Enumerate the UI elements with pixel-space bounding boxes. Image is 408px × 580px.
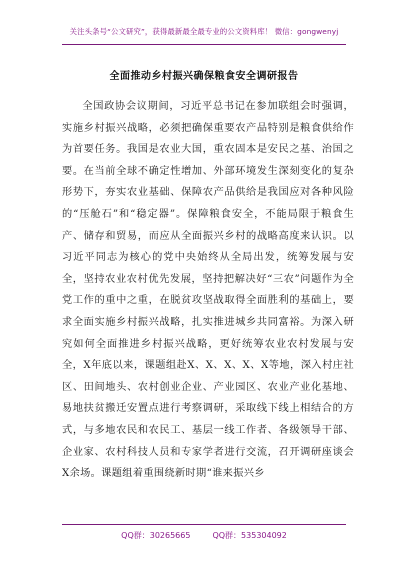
footer-qq-group-2: QQ群：535304092 (212, 531, 287, 540)
document-title: 全面推动乡村振兴确保粮食安全调研报告 (109, 71, 299, 82)
document-body-paragraph: 全国政协会议期间，习近平总书记在参加联组会时强调，实施乡村振兴战略，必须把确保重要农产品特别是粮食供给作为首要任务。我国是农业大国，重农固本是安民之基、治国之要。在当前全球不确定性增加、外部环境发生深刻变化的复杂形势下，夯实农业基础、保障农产品供给是我国应对各种风险的“压舱石”和“稳定器”。保障粮食安全，不能局限于粮食生产、储存和贸易，而应从全面振兴乡村的战略高度来认识。以习近平同志为核心的党中央始终从全局出发，统筹发展与安全，坚持农业农村优先发展，坚持把解决好“三农”问题作为全党工作的重中之重，在脱贫攻坚战取得全面胜利的基础上，要求全面实施乡村振兴战略，扎实推进城乡共同富裕。为深入研究如何全面推进乡村振兴战略，更好统筹农业农村发展与安全，X年底以来，课题组赴X、X、X、X、X等地，深入村庄社区、田间地头、农村创业企业、产业园区、农业产业化基地、易地扶贫搬迁安置点进行考察调研，采取线下线上相结合的方式，与多地农民和农民工、基层一线工作者、各级领导干部、企业家、农村科技人员和专家学者进行交流，召开调研座谈会X余场。课题组着重围绕新时期“谁来振兴乡 (62, 101, 354, 480)
footer (0, 530, 408, 541)
header-banner: 关注头条号“公文研究”，获得最新最全最专业的公文资料库！ 微信：gongwenyj (69, 27, 339, 36)
footer-divider (62, 524, 346, 525)
footer-qq-group-1: QQ群：30265665 (121, 531, 191, 540)
header-divider (62, 44, 346, 45)
